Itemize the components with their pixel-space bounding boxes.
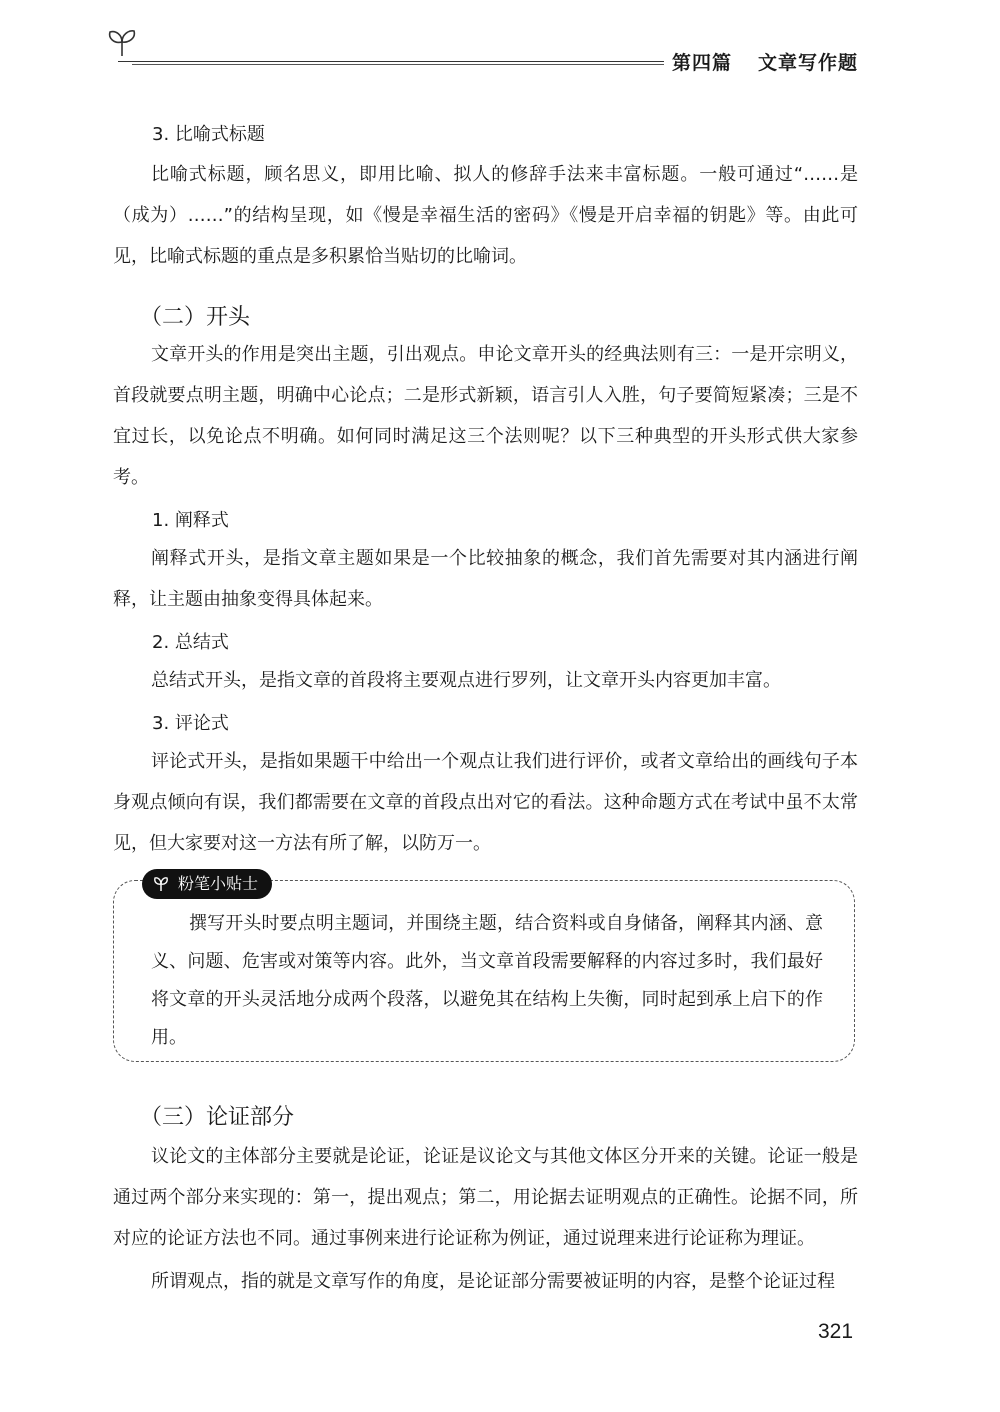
opening-item-paragraph-1: 阐释式开头，是指文章主题如果是一个比较抽象的概念，我们首先需要对其内涵进行阐释，让主题由抽象变得具体起来。 [113, 548, 858, 610]
opening-section-heading: （二）开头 [140, 305, 251, 330]
opening-item-heading-3: 3. 评论式 [152, 713, 229, 734]
opening-item-heading-2: 2. 总结式 [152, 632, 229, 653]
argument-paragraph-1: 议论文的主体部分主要就是论证，论证是议论文与其他文体区分开来的关键。论证一般是通过两个部分来实现的：第一，提出观点；第二，用论据去证明观点的正确性。论据不同，所对应的论证方法也不同。通过事例来进行论证称为例证，通过说理来进行论证称为理证。 [113, 1146, 858, 1249]
sprout-icon [152, 875, 170, 893]
tip-badge [142, 869, 272, 899]
header-chapter: 第四篇 [672, 52, 733, 74]
header-rule [118, 61, 664, 62]
running-header [672, 48, 858, 75]
metaphor-title-heading: 3. 比喻式标题 [152, 124, 265, 145]
metaphor-title-paragraph: 比喻式标题，顾名思义，即用比喻、拟人的修辞手法来丰富标题。一般可通过“……是（成为）……”的结构呈现，如《慢是幸福生活的密码》《慢是开启幸福的钥匙》等。由此可见，比喻式标题的重点是多积累恰当贴切的比喻词。 [113, 164, 858, 267]
tip-text: 撰写开头时要点明主题词，并围绕主题，结合资料或自身储备，阐释其内涵、意义、问题、危害或对策等内容。此外，当文章首段需要解释的内容过多时，我们最好将文章的开头灵活地分成两个段落，以避免其在结构上失衡，同时起到承上启下的作用。 [151, 913, 823, 1048]
argument-paragraph-2: 所谓观点，指的就是文章写作的角度，是论证部分需要被证明的内容，是整个论证过程 [151, 1271, 835, 1292]
tip-badge-label: 粉笔小贴士 [178, 874, 259, 893]
sprout-icon [104, 26, 140, 62]
opening-item-paragraph-3: 评论式开头，是指如果题干中给出一个观点让我们进行评价，或者文章给出的画线句子本身观点倾向有误，我们都需要在文章的首段点出对它的看法。这种命题方式在考试中虽不太常见，但大家要对这一方法有所了解，以防万一。 [113, 751, 858, 854]
argument-section-heading: （三）论证部分 [140, 1105, 295, 1130]
opening-item-paragraph-2: 总结式开头，是指文章的首段将主要观点进行罗列，让文章开头内容更加丰富。 [151, 670, 781, 691]
opening-item-heading-1: 1. 阐释式 [152, 510, 229, 531]
opening-intro-paragraph: 文章开头的作用是突出主题，引出观点。申论文章开头的经典法则有三：一是开宗明义，首段就要点明主题，明确中心论点；二是形式新颖，语言引人入胜，句子要简短紧凑；三是不宜过长，以免论点不明确。如何同时满足这三个法则呢？以下三种典型的开头形式供大家参考。 [113, 344, 858, 488]
page-number: 321 [818, 1320, 854, 1343]
header-title: 文章写作题 [758, 52, 859, 74]
header-rule-secondary [132, 64, 664, 65]
